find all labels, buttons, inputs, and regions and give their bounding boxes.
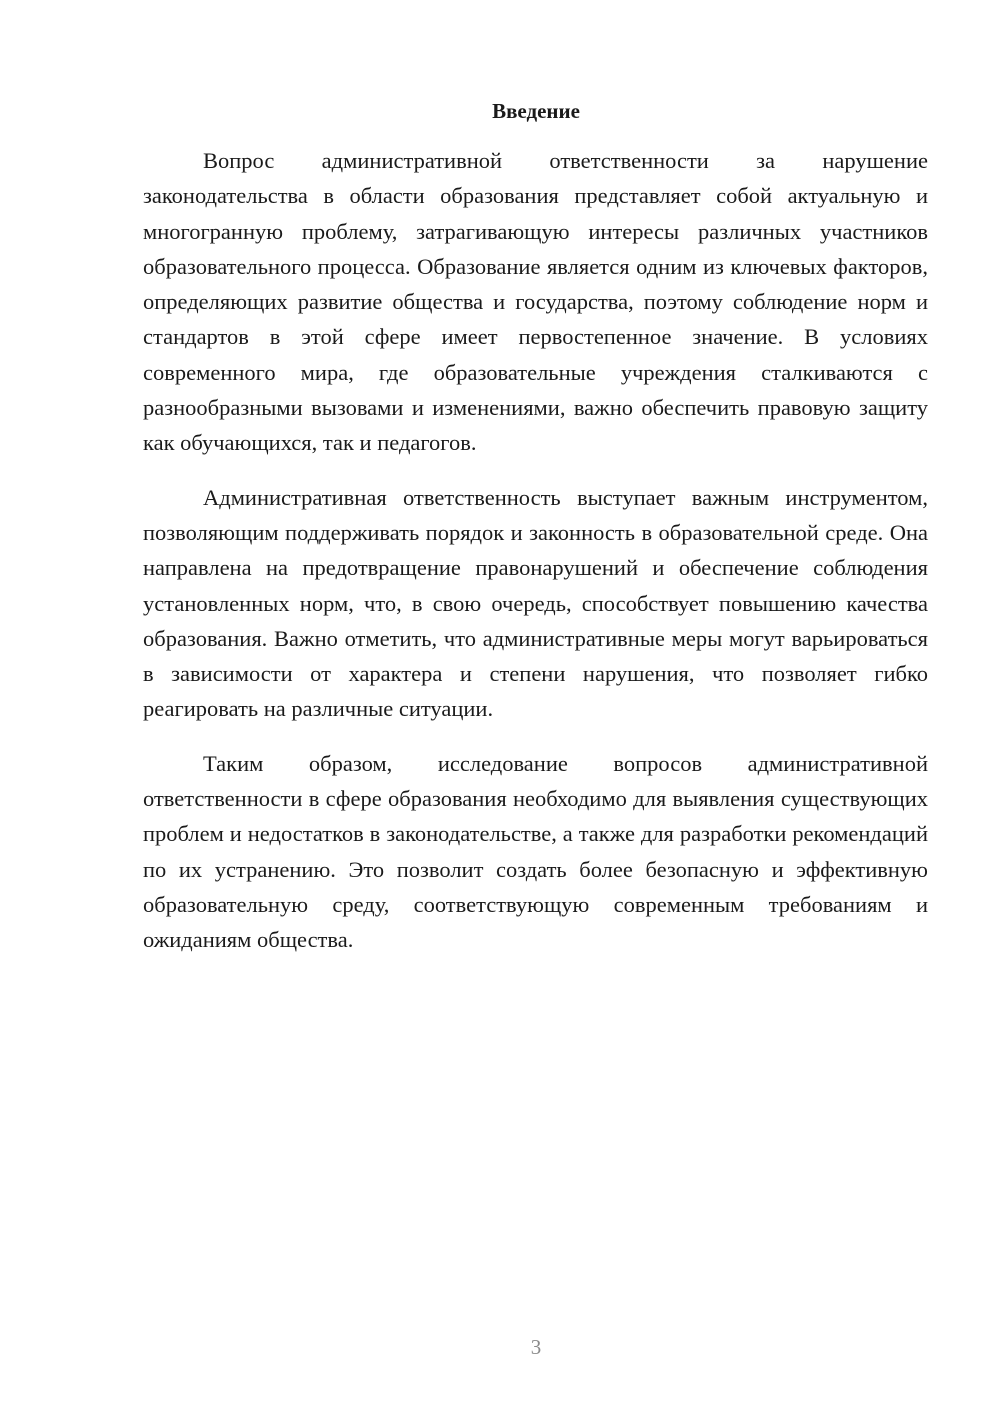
page-number: 3 (530, 1335, 542, 1359)
paragraph-1: Вопрос административной ответственности за нарушение законодательства в области образования представляет собой актуальную и многогранную проблему, затрагивающую интересы различных участников образовательного процесса. Образование является одним из ключевых факторов, определяющих развитие общества и государства, поэтому соблюдение норм и стандартов в этой сфере имеет первостепенное значение. В условиях современного мира, где образовательные учреждения сталкиваются с разнообразными вызовами и изменениями, важно обеспечить правовую защиту как обучающихся, так и педагогов. (143, 148, 928, 456)
paragraph-3: Таким образом, исследование вопросов административной ответственности в сфере образования необходимо для выявления существующих проблем и недостатков в законодательстве, а также для разработки рекомендаций по их устранению. Это позволит создать более безопасную и эффективную образовательную среду, соответствующую современным требованиям и ожиданиям общества. (143, 750, 928, 953)
body-text (143, 143, 928, 977)
paragraph-2: Административная ответственность выступает важным инструментом, позволяющим поддерживать порядок и законность в образовательной среде. Она направлена на предотвращение правонарушений и обеспечение соблюдения установленных норм, что, в свою очередь, способствует повышению качества образования. Важно отметить, что административные меры могут варьироваться в зависимости от характера и степени нарушения, что позволяет гибко реагировать на различные ситуации. (143, 484, 928, 722)
section-heading: Введение (492, 99, 580, 123)
